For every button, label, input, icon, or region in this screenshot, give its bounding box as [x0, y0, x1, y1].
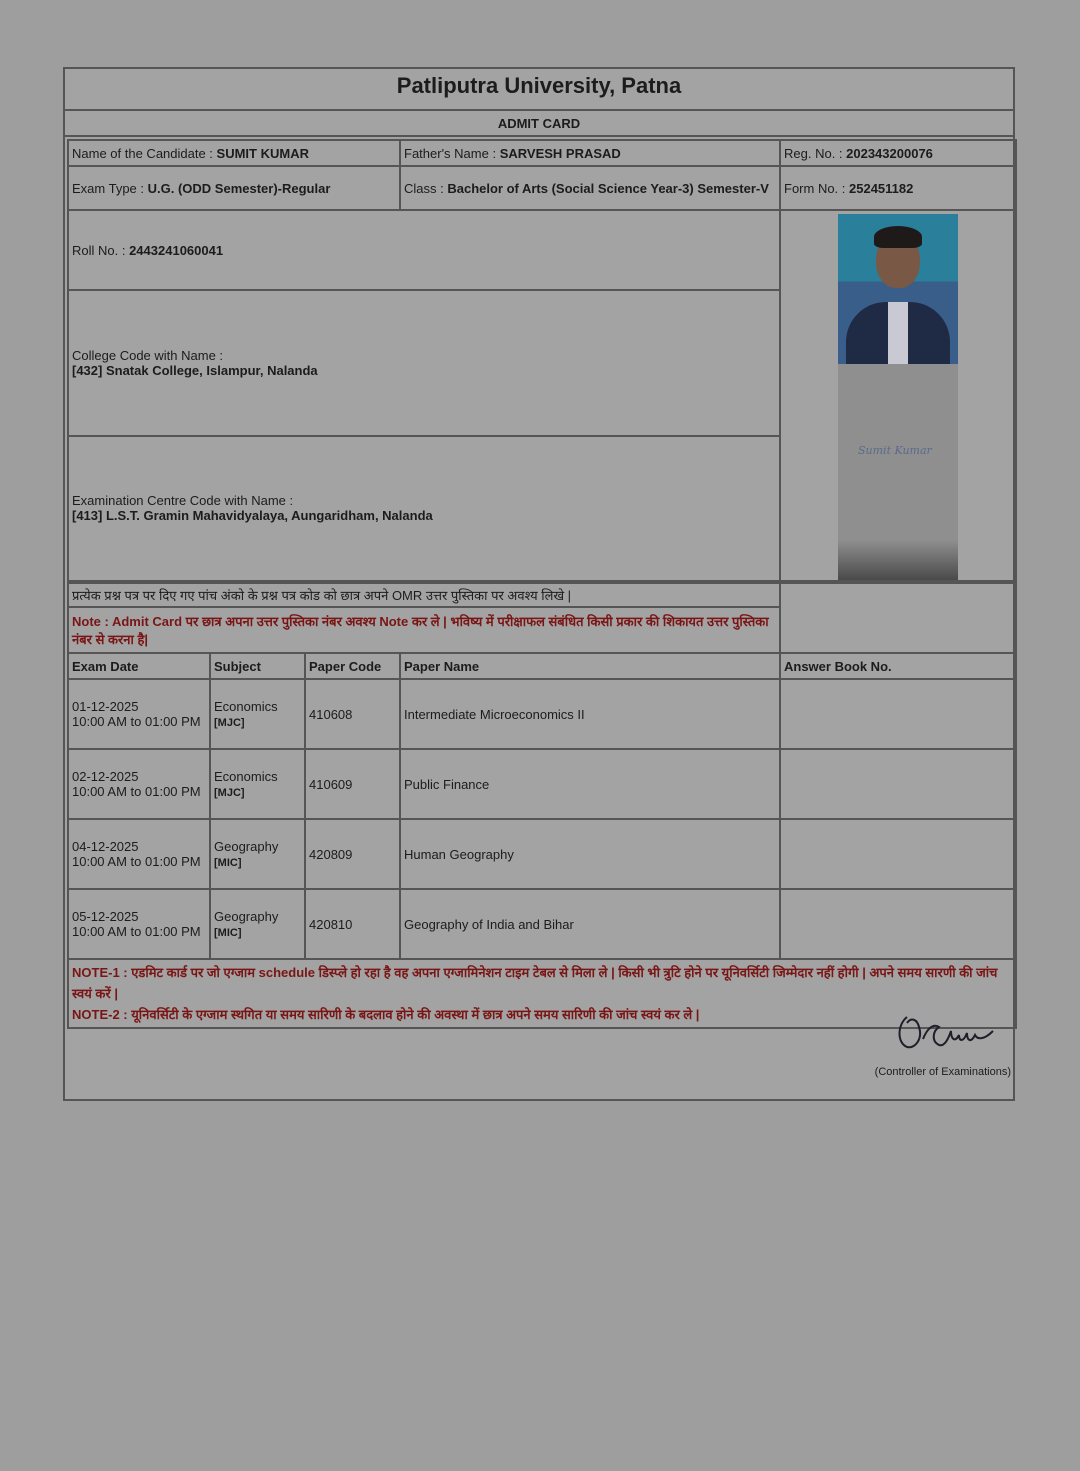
roll-no: 2443241060041 — [129, 242, 224, 258]
paper-code: 410608 — [305, 679, 400, 749]
exam-date-cell — [68, 819, 210, 889]
form-no: 252451182 — [849, 180, 914, 196]
exam-date-cell — [68, 679, 210, 749]
blank-cell — [780, 583, 1016, 653]
subject-tag: [MIC] — [214, 857, 242, 869]
exam-date: 01-12-2025 — [72, 699, 139, 714]
subject-tag: [MIC] — [214, 927, 242, 939]
header-subject: Subject — [210, 653, 305, 679]
admit-card — [63, 67, 1015, 1101]
college-cell — [68, 290, 780, 435]
candidate-details-table — [67, 139, 1017, 582]
subject: Geography — [214, 909, 279, 924]
exam-time: 10:00 AM to 01:00 PM — [72, 924, 201, 939]
answer-book-no — [780, 749, 1016, 819]
exam-date-cell — [68, 889, 210, 959]
subject: Economics — [214, 699, 278, 714]
exam-date: 05-12-2025 — [72, 909, 139, 924]
subject-cell — [210, 819, 305, 889]
exam-time: 10:00 AM to 01:00 PM — [72, 854, 201, 869]
candidate-name-cell — [68, 140, 400, 166]
father-name: SARVESH PRASAD — [499, 145, 621, 161]
paper-code: 420810 — [305, 889, 400, 959]
answer-book-no — [780, 679, 1016, 749]
reg-no-label: Reg. No. : — [784, 145, 847, 161]
exam-type-cell — [68, 166, 400, 210]
subject-cell — [210, 749, 305, 819]
paper-name: Human Geography — [400, 819, 780, 889]
roll-no-label: Roll No. : — [72, 242, 130, 258]
table-row — [68, 889, 1016, 959]
candidate-name: SUMIT KUMAR — [216, 145, 309, 161]
exam-time: 10:00 AM to 01:00 PM — [72, 784, 201, 799]
instruction-hindi: प्रत्येक प्रश्न पत्र पर दिए गए पांच अंको के प्रश्न पत्र कोड को छात्र अपने OMR उत्तर पुस्तिका पर अवश्य लिखे | — [68, 583, 780, 607]
exam-date: 02-12-2025 — [72, 769, 139, 784]
centre-label: Examination Centre Code with Name : — [72, 493, 294, 509]
admit-card-title: ADMIT CARD — [65, 111, 1013, 137]
paper-name: Intermediate Microeconomics II — [400, 679, 780, 749]
paper-code: 420809 — [305, 819, 400, 889]
subject-tag: [MJC] — [214, 787, 245, 799]
father-name-cell — [400, 140, 780, 166]
college-name: [432] Snatak College, Islampur, Nalanda — [72, 362, 318, 378]
exam-date-cell — [68, 749, 210, 819]
class-name: Bachelor of Arts (Social Science Year-3) Semester-V — [447, 180, 769, 196]
table-row — [68, 679, 1016, 749]
note-2: NOTE-2 : यूनिवर्सिटी के एग्जाम स्थगित या समय सारिणी के बदलाव होने की अवस्था में छात्र अपने समय सारिणी की जांच स्वयं कर ले | — [72, 1007, 700, 1022]
controller-signature-icon — [893, 1009, 1003, 1053]
exam-schedule-table — [67, 582, 1017, 1029]
father-name-label: Father's Name : — [404, 145, 500, 161]
table-row — [68, 819, 1016, 889]
reg-no-cell — [780, 140, 1016, 166]
candidate-name-label: Name of the Candidate : — [72, 145, 217, 161]
exam-time: 10:00 AM to 01:00 PM — [72, 714, 201, 729]
candidate-photo — [838, 214, 958, 364]
candidate-signature-image — [838, 364, 958, 580]
subject-tag: [MJC] — [214, 717, 245, 729]
note-1: NOTE-1 : एडमिट कार्ड पर जो एग्जाम schedule डिस्प्ले हो रहा है वह अपना एग्जामिनेशन टाइम टेबल से मिला ले | किसी भी त्रुटि होने पर यूनिवर्सिटी जिम्मेदार नहीं होगी | अपने समय सारणी की जांच स्वयं करें | — [72, 965, 998, 1001]
class-cell — [400, 166, 780, 210]
reg-no: 202343200076 — [846, 145, 933, 161]
subject-cell — [210, 889, 305, 959]
subject: Geography — [214, 839, 279, 854]
college-label: College Code with Name : — [72, 347, 224, 363]
photo-signature-cell — [780, 210, 1016, 581]
answer-book-note: Note : Admit Card पर छात्र अपना उत्तर पुस्तिका नंबर अवश्य Note कर ले | भविष्य में परीक्षाफल संबंधित किसी प्रकार की शिकायत उत्तर पुस्तिका नंबर से करना है| — [68, 607, 780, 653]
subject: Economics — [214, 769, 278, 784]
subject-cell — [210, 679, 305, 749]
form-no-cell — [780, 166, 1016, 210]
exam-type-label: Exam Type : — [72, 180, 148, 196]
form-no-label: Form No. : — [784, 180, 850, 196]
university-title: Patliputra University, Patna — [65, 69, 1013, 111]
centre-cell — [68, 436, 780, 581]
controller-label: (Controller of Examinations) — [874, 1066, 1011, 1078]
controller-signature-area — [711, 1009, 1011, 1078]
exam-type: U.G. (ODD Semester)-Regular — [147, 180, 331, 196]
paper-name: Public Finance — [400, 749, 780, 819]
paper-code: 410609 — [305, 749, 400, 819]
answer-book-no — [780, 819, 1016, 889]
header-paper-code: Paper Code — [305, 653, 400, 679]
exam-date: 04-12-2025 — [72, 839, 139, 854]
header-paper-name: Paper Name — [400, 653, 780, 679]
table-row — [68, 749, 1016, 819]
paper-name: Geography of India and Bihar — [400, 889, 780, 959]
header-exam-date: Exam Date — [68, 653, 210, 679]
class-label: Class : — [404, 180, 448, 196]
signature-scribble: Sumit Kumar — [858, 444, 932, 457]
centre-name: [413] L.S.T. Gramin Mahavidyalaya, Aungaridham, Nalanda — [72, 508, 433, 524]
roll-no-cell — [68, 210, 780, 290]
header-answer-book: Answer Book No. — [780, 653, 1016, 679]
answer-book-no — [780, 889, 1016, 959]
